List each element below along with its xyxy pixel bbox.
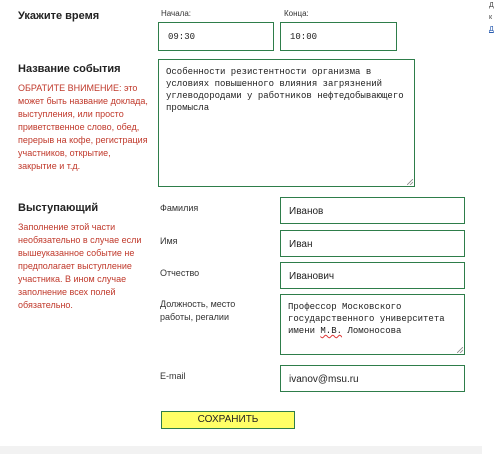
event-section-title: Название события (18, 63, 121, 75)
end-time-input[interactable] (280, 22, 397, 51)
email-value: ivanov@msu.ru (289, 374, 359, 385)
save-button[interactable]: СОХРАНИТЬ (161, 411, 295, 429)
position-label: Должность, место работы, регалии (160, 299, 236, 322)
start-time-value: 09:30 (168, 32, 196, 42)
spellcheck-mark: М.В. (320, 326, 343, 336)
event-title-textarea[interactable] (158, 59, 415, 187)
start-time-input[interactable] (158, 22, 274, 51)
time-section-title: Укажите время (18, 10, 100, 22)
side-fragment: Д (489, 2, 494, 9)
name-value: Иван (289, 239, 313, 250)
email-label: E-mail (160, 371, 186, 381)
end-time-label: Конца: (284, 9, 309, 18)
side-fragment: к (489, 14, 493, 21)
position-text: Профессор Московского государственного университета имени М.В. Ломоносова (288, 302, 445, 336)
speaker-note: Заполнение этой части необязательно в случае если вышеуказанное событие не предполагает выступление участника. В ином случае заполнение всех полей обязательно. (18, 222, 142, 310)
name-label: Имя (160, 236, 178, 246)
surname-label: Фамилия (160, 203, 199, 213)
start-time-label: Начала: (161, 9, 192, 18)
patronymic-label: Отчество (160, 268, 200, 278)
event-note: ОБРАТИТЕ ВНИМЕНИЕ: это может быть название доклада, выступления, или просто приветственное слово, обед, перерыв на кофе, регистрация участников, открытие, закрытие и т.д. (18, 83, 148, 171)
side-link-fragment[interactable]: Д (489, 26, 494, 33)
surname-value: Иванов (289, 206, 324, 217)
side-column-edge (482, 0, 496, 454)
patronymic-input[interactable] (280, 262, 465, 289)
resize-handle-icon[interactable] (457, 347, 463, 353)
email-input[interactable] (280, 365, 465, 392)
position-textarea[interactable] (280, 294, 465, 355)
patronymic-value: Иванович (289, 271, 335, 282)
event-title-text: Особенности резистентности организма в условиях повышенного влияния загрязнений углеводородами у работников нефтедобывающего промысла (166, 67, 404, 113)
surname-input[interactable] (280, 197, 465, 224)
name-input[interactable] (280, 230, 465, 257)
end-time-value: 10:00 (290, 32, 318, 42)
resize-handle-icon[interactable] (407, 179, 413, 185)
speaker-section-title: Выступающий (18, 202, 99, 214)
